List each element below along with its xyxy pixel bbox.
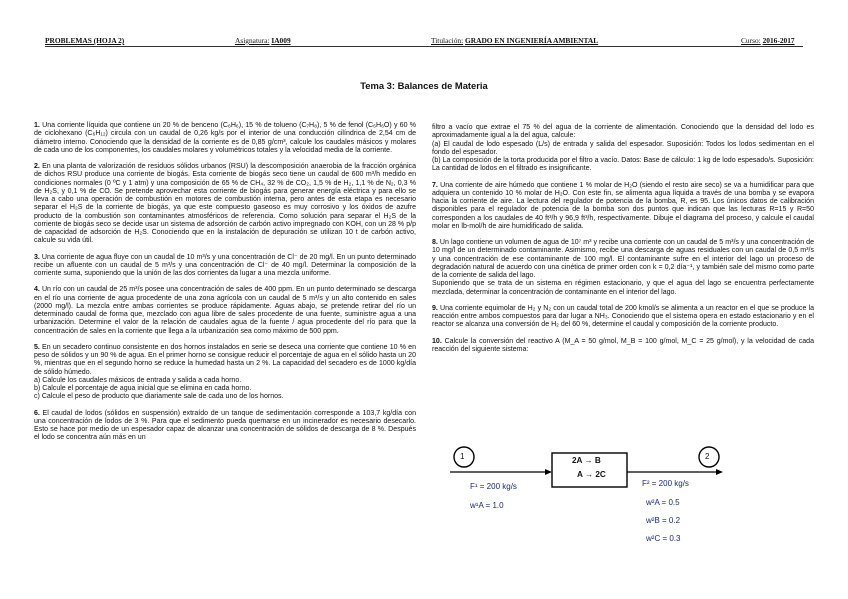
left-column: [34, 122, 416, 451]
problem-8: 8. Un lago contiene un volumen de agua de 10⁷ m³ y recibe una corriente con un caudal de 5 m³/s y una concentración de 10 mg/l de un determinado contaminante. Asimismo, recibe una descarga de aguas residuales con un caudal de 0,5 m³/s y una concentración de ese contaminante de 100 mg/l. El contaminante sufre en el interior del lago un proceso de degradación natural de acuerdo con una cinética de primer orden con k = 0,2 día⁻¹, y también sale del mismo como parte de la corriente de salida del lago. Suponiendo que se trata de un sistema en régimen estacionario, y que el agua del lago se encuentra perfectamente mezclada, determinar la concentración de contaminante en el interior del lago.: [432, 239, 814, 296]
page-header: [45, 36, 803, 46]
header-course: Curso: 2016-2017: [741, 36, 795, 45]
outlet-fraction-b: w²B = 0.2: [646, 516, 681, 525]
right-column: [432, 124, 814, 362]
problem-6-continued: filtro a vacío que extrae el 75 % del agua de la corriente de alimentación. Conociendo que la densidad del lodo es aproximadamente igual a la del agua, calcule: (a) El caudal de lodo espesado (L/s) de entrada y salida del espesador. Suposición: Todos los lodos sedimentan en el fondo del espesador. (b) La composición de la torta producida por el filtro a vacío. Datos: Base de cálculo: 1 kg de lodo espesado/s. Suposición: La cantidad de lodos en el filtrado es insignificante.: [432, 124, 814, 173]
problem-2: 2. En una planta de valorización de residuos sólidos urbanos (RSU) la descomposición anaerobia de la fracción orgánica de dichos RSU produce una corriente de biogás. Esta corriente de biogás seco tiene un caudal de 600 m³/h medido en condiciones normales (0 ºC y 1 atm) y una composición de 65 % de CH₄, 32 % de CO₂, 1,5 % de H₂, 1,1 % de N₂, 0,3 % de H₂S, y 0,1 % de CO. Se pretende aprovechar esta corriente de biogás para generar energía eléctrica y para ello se lleva a cabo una operación de combustión en motores de combustión interna, pero antes de esta etapa es necesario separar el H₂S de la corriente de biogás, ya que este compuesto gaseoso es muy corrosivo y los óxidos de azufre producto de la combustión son contaminantes atmosféricos de referencia. Como solución para separar el H₂S de la corriente de biogás seco se decide usar un sistema de adsorción de carbón activo impregnado con KOH, con un 28 % p/p de capacidad de adsorción de H₂S. Conociendo que en la instalación de depuración se utilizan 10 t de carbón activo, calcule su vida útil.: [34, 163, 416, 245]
inlet-flow: F¹ = 200 kg/s: [470, 482, 517, 491]
problem-1: 1. Una corriente líquida que contiene un 20 % de benceno (C₆H₆), 15 % de tolueno (C₇H₈), 5 % de fenol (C₆H₆O) y 60 % de ciclohexano (C₆H₁₂) circula con un caudal de 0,26 kg/s por el interior de una conducción cilíndrica de 2,54 cm de diámetro interno. Conociendo que la densidad de la corriente es de 0,85 g/cm³, calcule los caudales másicos y molares de cada uno de los componentes, los caudales molares y volumétricos totales y la velocidad media de la corriente.: [34, 122, 416, 154]
node-2-label: 2: [705, 452, 710, 461]
node-1-label: 1: [460, 452, 465, 461]
header-subject: Asignatura: IA009: [235, 36, 291, 45]
process-diagram: [432, 445, 732, 555]
outlet-flow: F² = 200 kg/s: [642, 479, 689, 488]
inlet-mass-fraction: w¹A = 1.0: [470, 501, 504, 510]
problem-3: 3. Una corriente de agua fluye con un caudal de 10 m³/s y una concentración de Cl⁻ de 20 mg/l. En un punto determinado recibe un afluente con un caudal de 5 m³/s y una concentración de Cl⁻ de 40 mg/l. Determinar la composición de la corriente suma, suponiendo que la unión de las dos corrientes da lugar a una mezcla uniforme.: [34, 253, 416, 277]
problem-10: 10. Calcule la conversión del reactivo A (M_A = 50 g/mol, M_B = 100 g/mol, M_C = 25 g/mol), y la velocidad de cada reacción del siguiente sistema:: [432, 337, 814, 353]
reaction-1: 2A → B: [572, 456, 601, 465]
header-left: PROBLEMAS (HOJA 2): [45, 36, 125, 45]
inlet-arrowhead: [545, 469, 552, 475]
problem-5: 5. En un secadero continuo consistente en dos hornos instalados en serie se deseca una corriente que contiene 10 % en peso de sólidos y un 90 % de agua. En el primer horno se consigue reducir el porcentaje de agua en el sólido hasta un 20 %, mientras que en el segundo horno se reduce la humedad hasta un 2 %. La capacidad del secadero es de 1000 kg/día de sólido húmedo. a) Calcule los caudales másicos de entrada y salida a cada horno. b) Calcule el porcentaje de agua inicial que se elimina en cada horno. c) Calcule el peso de producto que diariamente sale de cada uno de los hornos.: [34, 343, 416, 401]
outlet-fraction-a: w²A = 0.5: [646, 498, 680, 507]
problem-9: 9. Una corriente equimolar de H₂ y N₂ con un caudal total de 200 kmol/s se alimenta a un reactor en el que se produce la reacción entre ambos compuestos para dar lugar a NH₃. Conociendo que el sistema opera en estado estacionario y en el reactor se alcanza una conversión de H₂ del 60 %, determine el caudal y composición de la corriente producto.: [432, 304, 814, 329]
problem-6: 6. El caudal de lodos (sólidos en suspensión) extraído de un tanque de sedimentación corresponde a 103,7 kg/día con una concentración de lodos de 3 %. Para que el sedimento pueda quemarse en un incinerador es necesario desecarlo. Esto se hace por medio de un espesador capaz de alcanzar una concentración de sólidos de descarga de 8 %. Después el lodo se concentra aún más en un: [34, 409, 417, 442]
page-title: Tema 3: Balances de Materia: [360, 80, 488, 91]
problem-4: 4. Un río con un caudal de 25 m³/s posee una concentración de sales de 400 ppm. En un punto determinado se descarga en el río una corriente de agua procedente de una zona agrícola con un caudal de 5 m³/s y un alto contenido en sales (2000 mg/l). La mezcla entre ambas corrientes se produce rápidamente. Aguas abajo, se pretende retirar del río un determinado caudal de forma que, mezclado con agua libre de sales procedente de una fuente, suministre agua a una urbanización. Determine el valor de la relación de caudales agua de la fuente / agua procedente del río para que la concentración de sales en la corriente que llega a la urbanización sea como máximo de 500 ppm.: [34, 286, 416, 335]
header-degree: Titulación: GRADO EN INGENIERÍA AMBIENTAL: [431, 36, 599, 45]
problem-7: 7. Una corriente de aire húmedo que contiene 1 % molar de H₂O (siendo el resto aire seco) se va a humidificar para que adquiera un contenido 10 % molar de H₂O. Con este fin, se alimenta agua líquida a través de una bomba y se evapora hacia la corriente de aire. La lectura del regulador de potencia de la bomba, R, es 95. Los únicos datos de calibración disponibles para el regulador de potencia de la bomba son dos puntos que indican que las lecturas R=15 y R=50 corresponden a los caudales de 40 ft³/h y 96,9 ft³/h, respectivamente. Dibuje el diagrama del proceso, y calcule el caudal molar en lb-mol/h de aire humidificado de salida.: [432, 181, 814, 230]
outlet-arrowhead: [716, 469, 723, 475]
reaction-2: A → 2C: [577, 470, 606, 479]
header-rule: [45, 46, 803, 47]
outlet-fraction-c: w²C = 0.3: [646, 534, 681, 543]
